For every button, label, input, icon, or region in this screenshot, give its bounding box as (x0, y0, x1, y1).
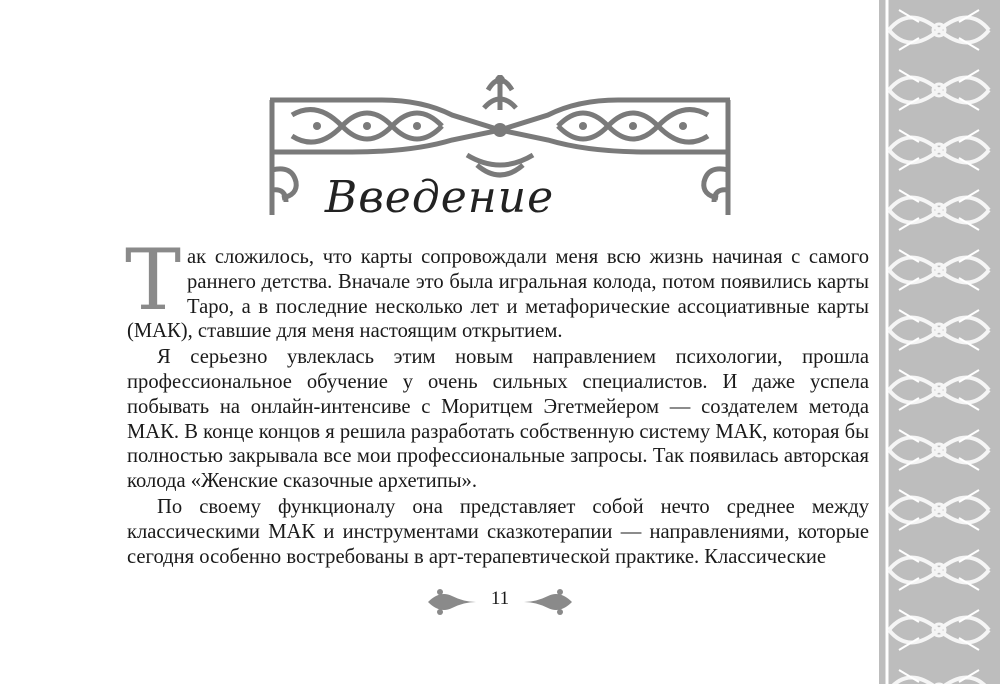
page-footer (420, 582, 580, 622)
text-body (125, 231, 869, 569)
page-number: 11 (490, 588, 510, 609)
paragraph-1 (125, 231, 869, 344)
decorative-side-border (879, 0, 1000, 684)
paragraph-2: Я серьезно увлеклась этим новым направлением психологии, прошла профессиональное обучение у очень сильных специалистов. И даже успела побывать на онлайн-интенсиве с Моритцем Эгетмейером — создателем метода МАК. В конце концов я решила разработать собственную систему МАК, которая бы полностью закрывала все мои профессиональные запросы. Так появилась авторская колода «Женские сказочные архетипы». (127, 346, 869, 493)
drop-cap: Т (125, 231, 182, 329)
paragraph-3: По своему функционалу она представляет собой нечто среднее между классическими МАК и инструментами сказкотерапии — направлениями, которые сегодня особенно востребованы в арт-терапевтической практике. Классические (127, 495, 869, 568)
chapter-title: Введение (324, 172, 555, 223)
paragraph-1-text: ак сложилось, что карты сопровождали меня всю жизнь начиная с самого раннего детства. Вначале это была игральная колода, потом появились карты Таро, а в последние несколько лет и метафорические ассоциативные карты (МАК), ставшие для меня настоящим открытием. (127, 246, 869, 343)
right-flourish-icon (522, 586, 574, 618)
